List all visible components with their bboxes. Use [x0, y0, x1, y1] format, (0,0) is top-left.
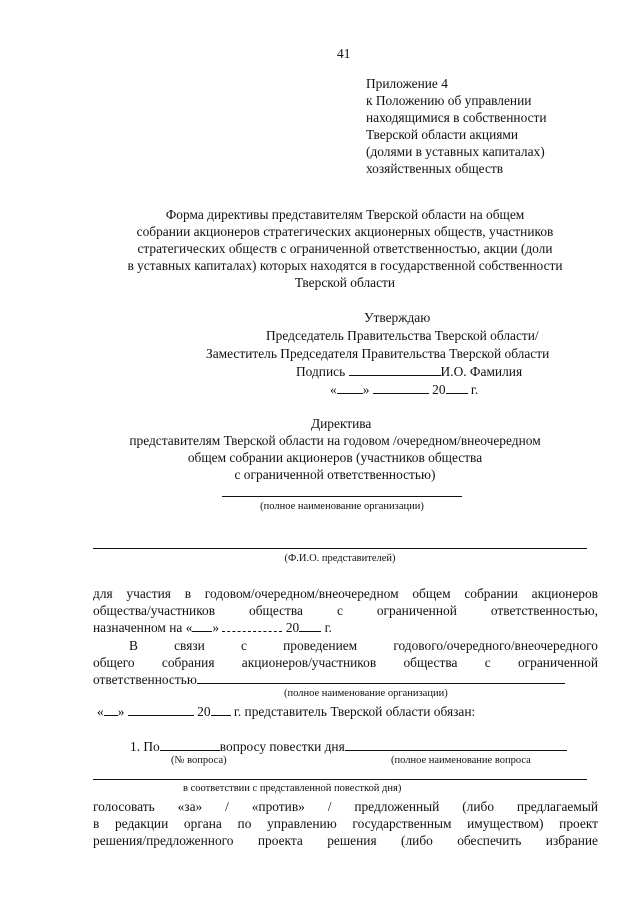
meeting-month-blank [222, 619, 282, 632]
directive-subtitle-line: представителям Тверской области на годовом /очередном/внеочередном [129, 433, 541, 448]
approver-position-2: Заместитель Председателя Правительства Тверской области [206, 346, 550, 361]
approval-date-row [330, 381, 478, 398]
question-name-blank [345, 738, 567, 751]
meeting-year-blank [299, 619, 321, 632]
appendix-line: хозяйственных обществ [366, 161, 504, 176]
obligation-month-blank [128, 703, 194, 716]
representatives-line [93, 548, 587, 549]
signature-label: Подпись [296, 364, 346, 379]
body-line: в редакции органа по управлению государственным имуществом) проект [93, 816, 598, 831]
body-line: решения/предложенного проекта решения (либо обеспечить избрание [93, 833, 598, 848]
form-title-line: собрании акционеров стратегических акционерных обществ, участников [136, 224, 554, 239]
meeting-year-suffix: г. [324, 620, 332, 635]
directive-subtitle [90, 432, 580, 483]
meeting-date-close: » [212, 620, 220, 635]
question-name-caption: (полное наименование вопроса [391, 755, 531, 766]
organization-blank [197, 671, 565, 684]
signature-row [296, 363, 522, 380]
directive-title: Директива [311, 416, 372, 431]
body-line: голосовать «за» / «против» / предложенный (либо предлагаемый [93, 799, 598, 814]
appendix-title: Приложение 4 [366, 76, 448, 91]
year-blank [446, 381, 468, 394]
appendix-line: (долями в уставных капиталах) [366, 144, 545, 159]
form-title-line: Тверской области [294, 275, 396, 290]
responsibility-label: ответственностью [93, 672, 197, 687]
agenda-item-prefix: 1. По [130, 739, 160, 754]
organization-caption: (полное наименование организации) [284, 688, 448, 699]
approve-label: Утверждаю [364, 310, 431, 325]
form-title [60, 206, 630, 291]
meeting-day-blank [192, 619, 212, 632]
representatives-caption: (Ф.И.О. представителей) [284, 553, 396, 564]
form-title-line: в уставных капиталах) которых находятся в государственной собственности [127, 258, 563, 273]
obligation-year-prefix: 20 [197, 704, 211, 719]
agenda-caption: в соответствии с представленной повесткой дня) [183, 783, 402, 794]
body-line: для участия в годовом/очередном/внеочередном общем собрании акционеров [93, 586, 598, 601]
obligation-day-blank [104, 703, 118, 716]
agenda-item-1 [130, 738, 567, 755]
meeting-year-prefix: 20 [285, 620, 300, 635]
appendix-line: находящимися в собственности [366, 110, 547, 125]
month-blank [373, 381, 429, 394]
obligation-date-row [97, 703, 475, 720]
question-number-caption: (№ вопроса) [171, 755, 227, 766]
year-suffix: г. [470, 382, 479, 397]
obligation-date-close: » [117, 704, 125, 719]
form-title-line: стратегических обществ с ограниченной ответственностью, акции (доли [137, 241, 553, 256]
body-line [93, 671, 565, 688]
body-line: В связи с проведением годового/очередного/внеочередного [129, 638, 598, 653]
approver-position-1: Председатель Правительства Тверской области/ [266, 328, 539, 343]
day-blank [337, 381, 363, 394]
date-close-quote: » [362, 382, 370, 397]
appendix-block [366, 75, 547, 177]
question-number-blank [160, 738, 220, 751]
body-line: общества/участников общества с ограниченной ответственностью, [93, 603, 598, 618]
agenda-line [93, 779, 587, 780]
meeting-date-row [93, 619, 332, 636]
agenda-item-text: вопросу повестки дня [219, 739, 345, 754]
organization-name-caption: (полное наименование организации) [260, 501, 424, 512]
organization-name-line [222, 496, 462, 497]
appendix-line: Тверской области акциями [366, 127, 519, 142]
obligation-date-open: « [97, 704, 104, 719]
signature-blank [349, 363, 441, 376]
form-title-line: Форма директивы представителям Тверской области на общем [165, 207, 525, 222]
year-prefix: 20 [432, 382, 446, 397]
date-open-quote: « [330, 382, 337, 397]
signature-name: И.О. Фамилия [440, 364, 523, 379]
body-line: общего собрания акционеров/участников общества с ограниченной [93, 655, 598, 670]
directive-subtitle-line: общем собрании акционеров (участников общества [187, 450, 483, 465]
meeting-date-prefix: назначенном на « [93, 620, 193, 635]
directive-subtitle-line: с ограниченной ответственностью) [234, 467, 436, 482]
obligation-text: г. представитель Тверской области обязан: [233, 704, 476, 719]
page-number: 41 [337, 46, 351, 61]
obligation-year-blank [211, 703, 231, 716]
appendix-line: к Положению об управлении [366, 93, 532, 108]
